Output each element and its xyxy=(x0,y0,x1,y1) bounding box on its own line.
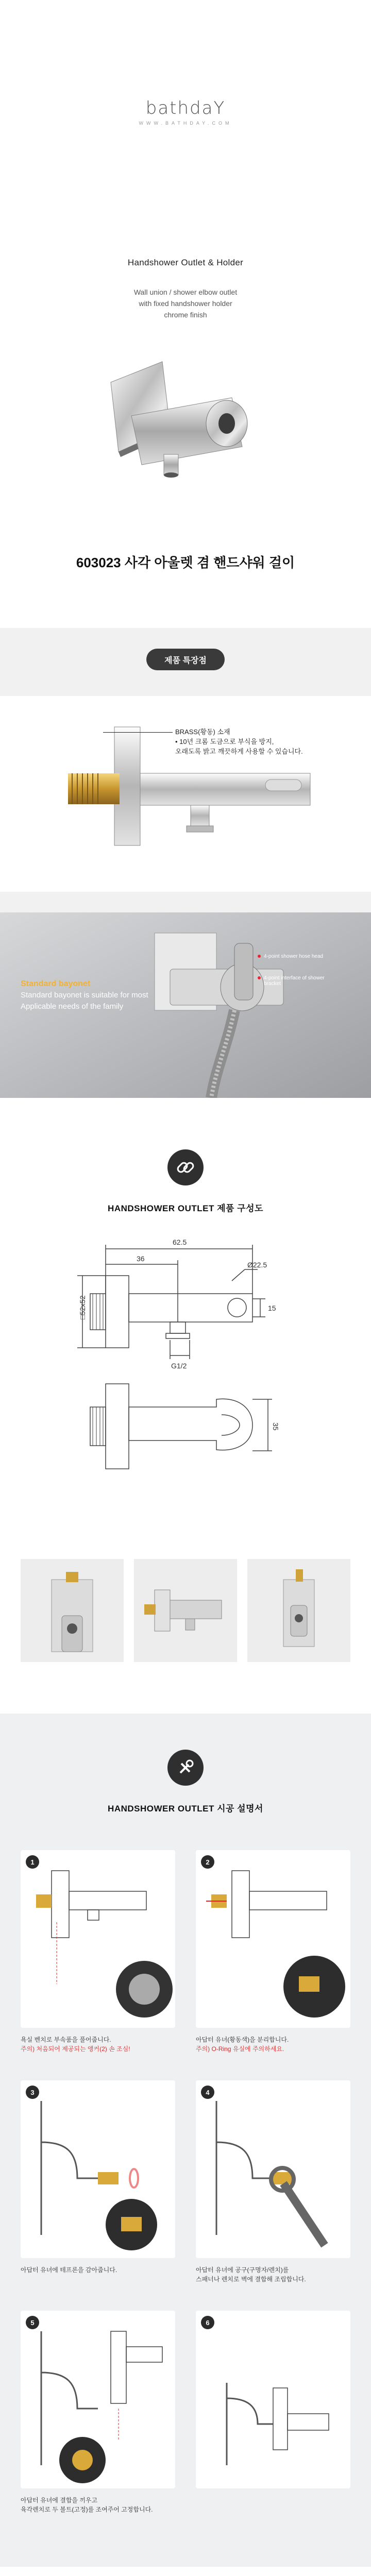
step-text xyxy=(196,2265,350,2295)
step-illustration-icon xyxy=(196,2080,350,2258)
step-text xyxy=(21,2496,175,2526)
step-text xyxy=(196,2496,350,2526)
desc-line: with fixed handshower holder xyxy=(139,299,232,308)
callout-text: 오래도록 밝고 깨끗하게 사용할 수 있습니다. xyxy=(175,748,303,755)
install-step xyxy=(196,2311,350,2526)
brass-callout xyxy=(175,727,303,756)
dim-height: 35 xyxy=(272,1422,280,1431)
step-number: 5 xyxy=(26,2316,39,2329)
step-text xyxy=(21,2265,175,2295)
brand-header xyxy=(0,0,371,170)
red-dot-icon xyxy=(258,976,261,979)
step-desc: 아답터 유녀에 공구(구명자/렌치)를 xyxy=(196,2266,289,2274)
brand-url: WWW.BATHDAY.COM xyxy=(139,121,232,126)
step-desc: 육각렌치로 두 볼트(고정)를 조여주어 고정합니다. xyxy=(21,2506,153,2513)
caption-line: Standard bayonet is suitable for most xyxy=(21,991,148,999)
installation-section xyxy=(0,1714,371,2567)
step-image xyxy=(21,1850,175,2028)
feature-brass xyxy=(0,696,371,892)
step-warning: 주의) 처음되어 제공되는 앵커(2) 손 조심! xyxy=(21,2045,130,2053)
callout-title: BRASS(황동) 소재 xyxy=(175,728,230,736)
technical-drawing xyxy=(0,1229,371,1518)
step-number: 1 xyxy=(26,1855,39,1869)
step-illustration-icon xyxy=(196,1850,350,2028)
step-image xyxy=(196,1850,350,2028)
desc-line: Wall union / shower elbow outlet xyxy=(133,288,238,296)
step-image xyxy=(196,2080,350,2258)
red-dot-icon xyxy=(258,955,261,958)
technical-drawing-svg xyxy=(0,1229,371,1518)
step-desc: 아답터 유녀(황동색)을 분리합니다. xyxy=(196,2036,289,2043)
footer-spacer xyxy=(0,2567,371,2576)
installation-title: HANDSHOWER OUTLET 시공 설명서 xyxy=(108,1804,263,1814)
step-desc: 아답터 유녀에 테프론을 감아줍니다. xyxy=(21,2266,117,2274)
step-image xyxy=(21,2311,175,2488)
step-desc: 욕실 벤치로 부속품을 풀어줍니다. xyxy=(21,2036,111,2043)
step-text xyxy=(21,2035,175,2065)
product-photos xyxy=(0,1559,371,1662)
step-desc: 아답터 유녀에 결합을 끼우고 xyxy=(21,2497,98,2504)
outlet-angle-photo-icon xyxy=(247,1559,350,1662)
product-description xyxy=(0,286,371,320)
step-image xyxy=(196,2311,350,2488)
step-text xyxy=(196,2035,350,2065)
step-number: 6 xyxy=(201,2316,214,2329)
chain-link-icon xyxy=(175,1157,196,1178)
install-step xyxy=(196,1850,350,2065)
wrench-icon xyxy=(167,1750,204,1786)
product-title: 603023 사각 아울렛 겸 핸드샤워 걸이 xyxy=(76,555,295,570)
outlet-front-photo-icon xyxy=(21,1559,124,1662)
composition-title: HANDSHOWER OUTLET 제품 구성도 xyxy=(108,1204,263,1213)
composition-section xyxy=(0,1098,371,1662)
note-text: 4-point shower hose head xyxy=(264,954,324,959)
brass-outlet-icon xyxy=(0,696,371,892)
dim-plate: □52x52 xyxy=(78,1295,87,1319)
feature-bayonet xyxy=(0,912,371,1098)
note-hose-head xyxy=(258,954,323,959)
install-step xyxy=(21,2311,175,2526)
step-number: 3 xyxy=(26,2086,39,2099)
install-step xyxy=(21,2080,175,2295)
note-text: bracket xyxy=(264,981,281,987)
dim-depth: 36 xyxy=(137,1255,145,1263)
dim-thread: G1/2 xyxy=(171,1362,187,1370)
note-text: 4-point interface of shower xyxy=(264,975,325,981)
product-photo xyxy=(247,1559,350,1662)
install-step xyxy=(21,1850,175,2065)
step-number: 4 xyxy=(201,2086,214,2099)
note-interface xyxy=(258,975,325,987)
caption-highlight: Standard bayonet xyxy=(21,979,91,988)
step-desc: 스패너나 렌치로 벽에 결합해 조립합니다. xyxy=(196,2276,306,2283)
hero-product-image xyxy=(0,351,371,506)
feature-section xyxy=(0,628,371,1098)
step-illustration-icon xyxy=(196,2311,350,2488)
dim-diameter: Ø22.5 xyxy=(247,1261,267,1269)
step-image xyxy=(21,2080,175,2258)
step-illustration-icon xyxy=(21,1850,175,2028)
step-illustration-icon xyxy=(21,2311,175,2488)
installation-steps xyxy=(0,1850,371,2526)
link-icon xyxy=(167,1149,204,1185)
step-number: 2 xyxy=(201,1855,214,1869)
callout-text: • 10년 크롬 도금으로 부식을 방지, xyxy=(175,738,274,745)
install-step xyxy=(196,2080,350,2295)
tools-icon xyxy=(175,1757,196,1778)
features-pill: 제품 특장점 xyxy=(146,649,225,670)
step-warning: 주의) O-Ring 유실에 주의하세요. xyxy=(196,2045,284,2053)
dim-side: 15 xyxy=(268,1304,276,1312)
product-name: Handshower Outlet & Holder xyxy=(127,258,244,267)
product-photo xyxy=(134,1559,237,1662)
outlet-render-icon xyxy=(0,351,371,506)
product-photo xyxy=(21,1559,124,1662)
callout-line xyxy=(103,732,173,733)
caption-line: Applicable needs of the family xyxy=(21,1002,124,1011)
bayonet-caption xyxy=(21,978,148,1012)
step-illustration-icon xyxy=(21,2080,175,2258)
brand-logo: bathdaY xyxy=(145,98,226,118)
dim-width: 62.5 xyxy=(173,1238,187,1246)
outlet-side-photo-icon xyxy=(134,1559,237,1662)
desc-line: chrome finish xyxy=(164,311,207,319)
